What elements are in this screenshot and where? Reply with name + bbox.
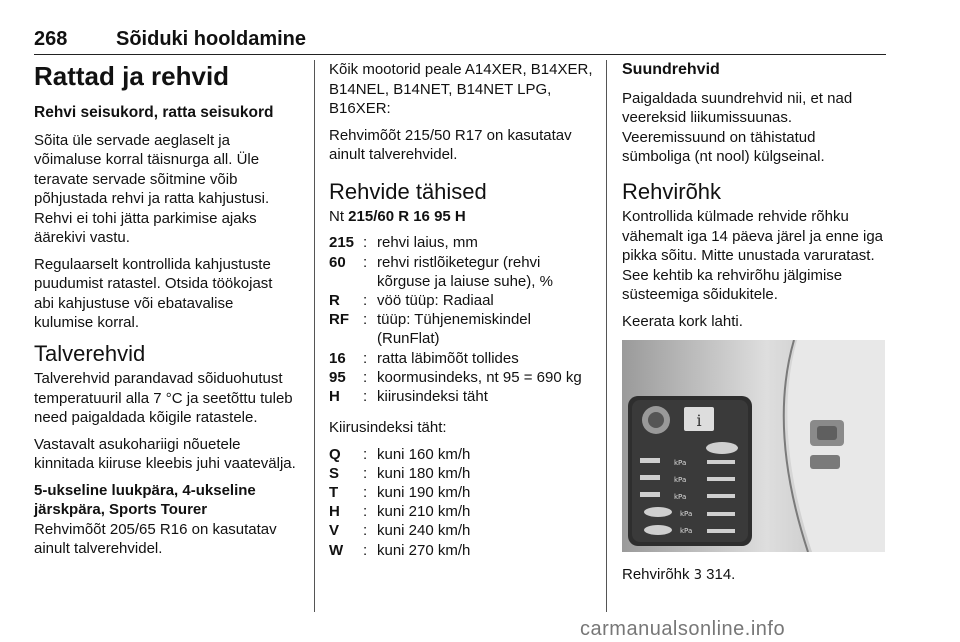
definition-separator: : (363, 445, 368, 463)
label-illustration (622, 340, 885, 552)
example-code: 215/60 R 16 95 H (348, 207, 466, 225)
definition-row (329, 253, 593, 291)
definition-row (329, 310, 593, 348)
definition-row (329, 521, 593, 540)
watermark: carmanualsonline.info (580, 618, 786, 640)
definition-separator: : (363, 464, 368, 482)
definition-separator: : (363, 349, 368, 367)
paragraph: Regulaarselt kontrollida kahjustuste puudumist ratastel. Otsida töökojast abi kahjustuse või ebatavalise kulumise korral. (34, 255, 273, 332)
section-heading: Talverehvid (34, 340, 146, 366)
column-divider (606, 60, 607, 612)
definition-key: 60 (329, 253, 346, 271)
example-prefix: Nt (329, 207, 344, 225)
page-title: Rattad ja rehvid (34, 61, 230, 91)
info-book-icon: i (696, 411, 702, 430)
column-1 (34, 60, 296, 566)
chapter-title: Sõiduki hooldamine (116, 28, 307, 50)
definition-value: kuni 210 km/h (377, 503, 471, 521)
pressure-sticker (628, 396, 752, 546)
column-divider (314, 60, 315, 612)
kpa-label: kPa (680, 510, 693, 518)
definition-separator: : (363, 368, 368, 386)
definition-value: koormusindeks, nt 95 = 690 kg (377, 368, 582, 386)
definition-key: Q (329, 445, 341, 463)
tire-code-list (329, 233, 593, 406)
definition-key: V (329, 522, 340, 540)
kpa-label: kPa (674, 476, 687, 484)
paragraph: Vastavalt asukohariigi nõuetele kinnitada kiiruse kleebis juhi vaatevälja. (34, 435, 296, 473)
definition-key: 215 (329, 234, 355, 252)
definition-row (329, 541, 593, 560)
figure-caption (622, 566, 735, 583)
definition-key: R (329, 291, 340, 309)
definition-separator: : (363, 483, 368, 501)
definition-row (329, 502, 593, 521)
paragraph: Rehvimõõt 205/65 R16 on kasutatav ainult talverehvidel. (34, 520, 277, 558)
column-3 (622, 60, 884, 338)
section-heading: Suundrehvid (622, 61, 720, 78)
paragraph: Sõita üle servade aeglaselt ja võimaluse korral täisnurga all. Üle teravate servade sõitmine võib põhjustada rehvi ja ratta kahjustusi. Rehvi ei tohi jätta parkimise ajaks äärekivi vastu. (34, 131, 270, 247)
definition-row (329, 368, 593, 387)
definition-separator: : (363, 387, 368, 405)
kpa-label: kPa (680, 527, 693, 535)
door-hinge (810, 420, 844, 469)
definition-value: kuni 160 km/h (377, 445, 471, 463)
definition-key: H (329, 503, 340, 521)
paragraph (34, 481, 296, 520)
page-ref-arrow-icon: 3 (693, 568, 702, 583)
definition-key: H (329, 387, 340, 405)
definition-separator: : (363, 503, 368, 521)
section-heading: Rehvirõhk (622, 178, 722, 204)
column-2 (329, 60, 593, 572)
kpa-label: kPa (674, 459, 687, 467)
definition-separator: : (363, 541, 368, 559)
definition-value: kuni 190 km/h (377, 483, 471, 501)
definition-separator: : (363, 522, 368, 540)
section-heading: Rehvi seisukord, ratta seisukord (34, 103, 274, 121)
definition-key: S (329, 464, 340, 482)
definition-key: RF (329, 311, 349, 329)
definition-key: T (329, 483, 339, 501)
definition-key: 95 (329, 368, 346, 386)
definition-row (329, 233, 593, 252)
section-heading: Rehvide tähised (329, 178, 487, 204)
definition-key: 16 (329, 349, 346, 367)
caption-page-ref: 314. (706, 566, 736, 583)
definition-value: kuni 180 km/h (377, 464, 471, 482)
model-note: 5-ukseline luukpära, 4-ukseline järskpära, Sports Tourer (34, 481, 256, 519)
definition-value: tüüp: Tühjenemiskindel (RunFlat) (377, 311, 531, 348)
definition-key: W (329, 541, 344, 559)
definition-separator: : (363, 253, 368, 271)
definition-value: kuni 240 km/h (377, 522, 471, 540)
definition-value: vöö tüüp: Radiaal (377, 291, 494, 309)
caption-text: Rehvirõhk (622, 566, 690, 583)
page-header (34, 28, 886, 55)
paragraph: Keerata kork lahti. (622, 312, 743, 330)
definition-separator: : (363, 234, 368, 252)
paragraph: Paigaldada suundrehvid nii, et nad veereksid liikumissuunas. Veeremissuund on tähistatud sümboliga (nt nool) külgseinal. (622, 89, 853, 166)
definition-row (329, 291, 593, 310)
speed-index-list (329, 445, 593, 560)
definition-value: kuni 270 km/h (377, 541, 471, 559)
definition-separator: : (363, 311, 368, 329)
definition-value: ratta läbimõõt tollides (377, 349, 519, 367)
definition-row (329, 445, 593, 464)
definition-value: kiirusindeksi täht (377, 387, 488, 405)
tire-pressure-label-photo (622, 340, 885, 552)
definition-value: rehvi ristlõiketegur (rehvi kõrguse ja laiuse suhe), % (377, 253, 553, 290)
paragraph: Kõik mootorid peale A14XER, B14XER, B14NEL, B14NET, B14NET LPG, B16XER: (329, 61, 593, 117)
definition-row (329, 464, 593, 483)
example-line (329, 207, 593, 227)
definition-row (329, 483, 593, 502)
kpa-label: kPa (674, 493, 687, 501)
definition-separator: : (363, 291, 368, 309)
page-number: 268 (34, 28, 68, 50)
paragraph: Kiirusindeksi täht: (329, 419, 447, 437)
paragraph: Rehvimõõt 215/50 R17 on kasutatav ainult talverehvidel. (329, 126, 572, 163)
definition-row (329, 387, 593, 406)
paragraph: Kontrollida külmade rehvide rõhku vähemalt iga 14 päeva järel ja enne iga pikka sõitu. Mitte unustada varuratast. See kehtib ka rehvirõhu jälgimise süsteemiga sõidukitele. (622, 208, 884, 304)
definition-value: rehvi laius, mm (377, 234, 478, 252)
definition-row (329, 349, 593, 368)
paragraph: Talverehvid parandavad sõiduohutust temperatuuril alla 7 °C ja seetõttu tuleb need paigaldada kõigile ratastele. (34, 370, 293, 427)
